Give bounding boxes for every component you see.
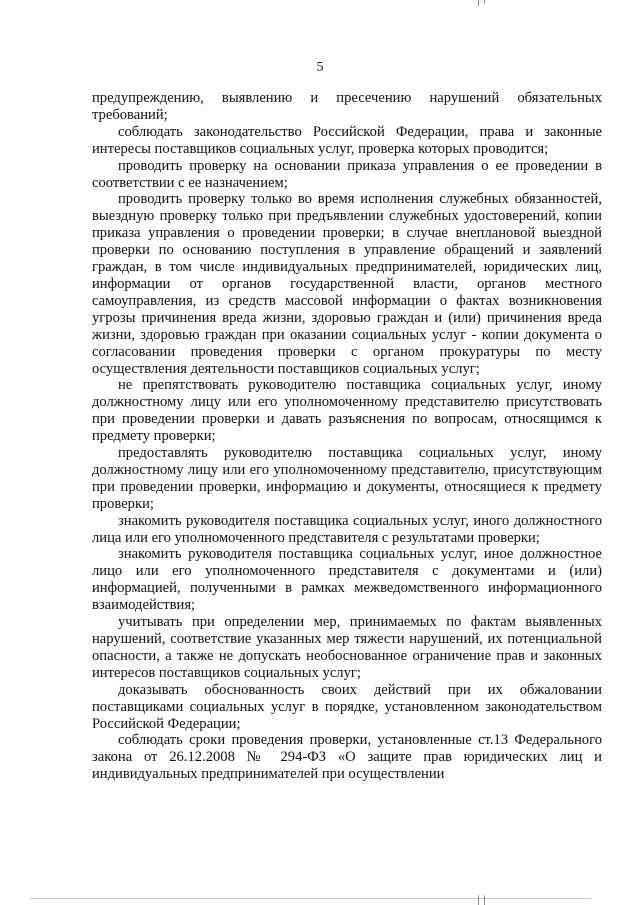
scan-edge-mark [484, 0, 485, 4]
paragraph: предоставлять руководителю поставщика социальных услуг, иному должностному лицу или его уполномоченному представителю, присутствующим при проведении проверки, информацию и документы, относящиеся к предмету проверки; [92, 445, 602, 512]
paragraph: проводить проверку на основании приказа управления о ее проведении в соответствии с ее назначением; [92, 157, 602, 191]
paragraph: знакомить руководителя поставщика социальных услуг, иное должностное лицо или его уполномоченного представителя с документами и (или) информацией, полученными в рамках межведомственного информационного взаимодействия; [92, 546, 602, 614]
page-number: 5 [316, 60, 324, 75]
paragraph: предупреждению, выявлению и пресечению нарушений обязательных требований; [92, 90, 602, 123]
scan-edge-mark [484, 895, 485, 905]
paragraph: не препятствовать руководителю поставщика социальных услуг, иному должностному лицу или его уполномоченному представителю присутствовать при проведении проверки и давать разъяснения по вопросам, относящимся к предмету проверки; [92, 377, 602, 445]
paragraph: проводить проверку только во время исполнения служебных обязанностей, выездную проверку только при предъявлении служебных удостоверений, копии приказа управления о проведении проверки; в случае внеплановой выездной проверки по основанию поступления в управление обращений и заявлений граждан, в том числе индивидуальных предпринимателей, юридических лиц, информации от органов государственной власти, органов местного самоуправления, из средств массовой информации о фактах возникновения угрозы причинения вреда жизни, здоровью граждан и (или) причинения вреда жизни, здоровью граждан при оказании социальных услуг - копии документа о согласовании проведения проверки с органом прокуратуры по месту осуществления деятельности поставщиков социальных услуг; [92, 191, 602, 377]
document-body [92, 90, 602, 783]
paragraph: учитывать при определении мер, принимаемых по фактам выявленных нарушений, соответствие указанных мер тяжести нарушений, их потенциальной опасности, а также не допускать необоснованное ограничение прав и законных интересов поставщиков социальных услуг; [92, 614, 602, 681]
paragraph: соблюдать сроки проведения проверки, установленные ст.13 Федерального закона от 26.12.2008 № 294-ФЗ «О защите прав юридических лиц и индивидуальных предпринимателей при осуществлении [92, 732, 602, 783]
paragraph: знакомить руководителя поставщика социальных услуг, иного должностного лица или его уполномоченного представителя с результатами проверки; [92, 512, 602, 546]
scan-edge-mark [478, 895, 479, 905]
scan-edge-mark [478, 0, 479, 6]
scan-edge-line [30, 898, 590, 899]
paragraph: доказывать обоснованность своих действий при их обжаловании поставщиками социальных услуг в порядке, установленном законодательством Российской Федерации; [92, 681, 602, 732]
paragraph: соблюдать законодательство Российской Федерации, права и законные интересы поставщиков социальных услуг, проверка которых проводится; [92, 123, 602, 157]
